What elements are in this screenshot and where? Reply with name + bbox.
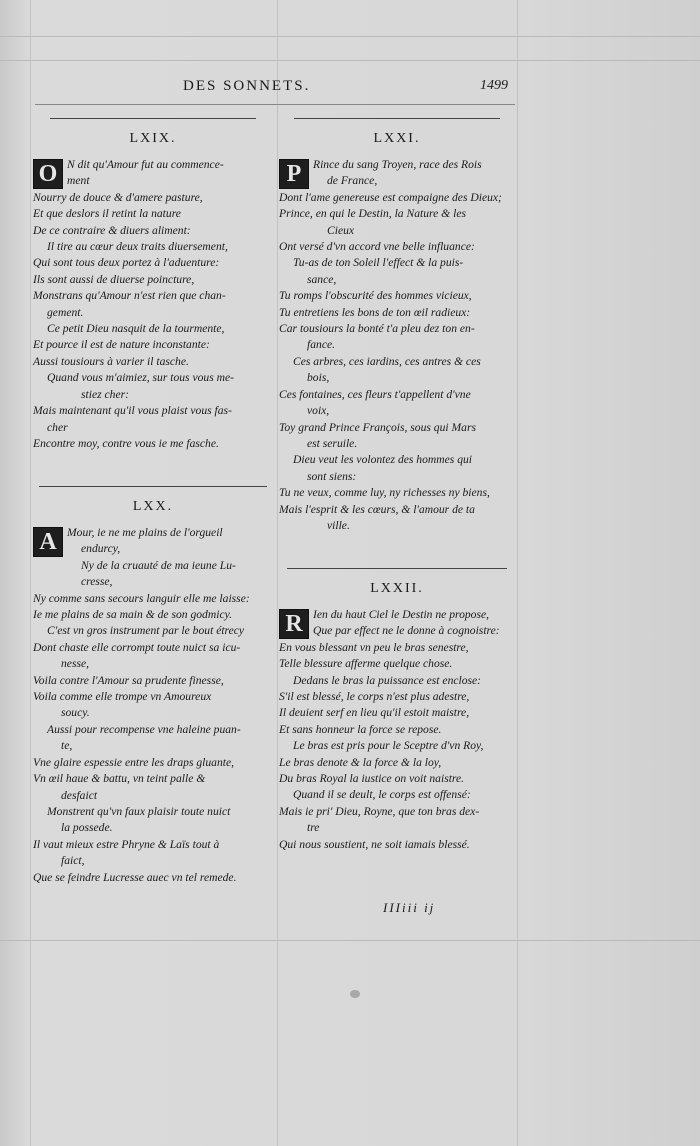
- dropcap: O: [33, 159, 63, 189]
- verse-line: Mais ie pri' Dieu, Royne, que ton bras dex-: [279, 804, 480, 818]
- verse-line: Ont versé d'vn accord vne belle influance:: [279, 240, 475, 254]
- verse-line: faict,: [61, 854, 85, 868]
- verse-line: Dieu veut les volontez des hommes qui: [293, 453, 473, 467]
- verse-line: Aussi pour recompense vne haleine puan-: [47, 722, 241, 736]
- verse-line: cresse,: [81, 575, 113, 589]
- verse-line: S'il est blessé, le corps n'est plus adestre,: [279, 690, 470, 704]
- verse-line: Nourry de douce & d'amere pasture,: [33, 190, 203, 204]
- verse-line: Telle blessure afferme quelque chose.: [279, 657, 453, 671]
- verse-line: desfaict: [61, 788, 98, 802]
- verse-line: Dont chaste elle corrompt toute nuict sa icu-: [33, 640, 241, 654]
- verse-line: fance.: [307, 338, 336, 352]
- verse-line: Quand il se deult, le corps est offensé:: [293, 788, 471, 802]
- section-rule: [50, 118, 256, 119]
- verse-line: Ny comme sans secours languir elle me laisse:: [33, 591, 250, 605]
- dropcap: P: [279, 159, 309, 189]
- dropcap: R: [279, 609, 309, 639]
- sonnet-title: LXXI.: [373, 131, 421, 146]
- verse-line: Ces arbres, ces iardins, ces antres & ces: [293, 354, 481, 368]
- verse-line: endurcy,: [81, 542, 121, 556]
- verse-line: Qui nous soustient, ne soit iamais blessé.: [279, 837, 470, 851]
- scan-band: [0, 36, 700, 37]
- verse-line: Rince du sang Troyen, race des Rois: [313, 158, 482, 171]
- verse-line: la possede.: [61, 821, 113, 835]
- verse-line: gement.: [47, 305, 84, 319]
- scan-vrule: [30, 0, 31, 1146]
- verse-line: bois,: [307, 371, 330, 385]
- verse-line: En vous blessant vn peu le bras senestre,: [279, 640, 469, 654]
- sonnet-title: LXX.: [132, 499, 174, 514]
- section-rule: [287, 568, 507, 569]
- verse-line: sont siens:: [307, 469, 357, 483]
- ink-smudge: [350, 990, 360, 998]
- verse-line: est seruile.: [307, 436, 358, 450]
- sonnet-71: [279, 118, 515, 534]
- verse-line: Ils sont aussi de diuerse poincture,: [33, 272, 195, 286]
- running-head: DES SONNETS.: [183, 78, 311, 94]
- sonnet-text: [33, 157, 273, 452]
- verse-line: sance,: [307, 272, 337, 286]
- verse-line: Cieux: [327, 223, 355, 237]
- verse-line: Que se feindre Lucresse auec vn tel remede.: [33, 870, 237, 884]
- verse-line: Ie me plains de sa main & de son godmicy.: [33, 608, 232, 622]
- scan-vrule: [277, 0, 278, 1146]
- verse-line: Encontre moy, contre vous ie me fasche.: [33, 436, 219, 450]
- scan-vrule: [517, 0, 518, 1146]
- section-rule: [39, 486, 267, 487]
- verse-line: De ce contraire & diuers aliment:: [33, 223, 191, 237]
- verse-line: Mour, ie ne me plains de l'orgueil: [67, 526, 223, 539]
- verse-line: Aussi tousiours à varier il tasche.: [33, 354, 189, 368]
- verse-line: Il vaut mieux estre Phryne & Laïs tout à: [33, 837, 220, 851]
- verse-line: Qui sont tous deux portez à l'aduenture:: [33, 256, 220, 270]
- verse-line: Monstrent qu'vn faux plaisir toute nuict: [47, 804, 231, 818]
- verse-line: Tu entretiens les bons de ton œil radieux:: [279, 305, 471, 319]
- sonnet-70: [33, 486, 273, 886]
- verse-line: Dedans le bras la puissance est enclose:: [293, 673, 482, 687]
- verse-line: Et que deslors il retint la nature: [33, 207, 181, 221]
- verse-line: Vn œil haue & battu, vn teint palle &: [33, 772, 206, 786]
- verse-line: voix,: [307, 404, 330, 418]
- verse-line: Tu romps l'obscurité des hommes vicieux,: [279, 289, 472, 303]
- header-rule: [35, 104, 515, 105]
- verse-line: Toy grand Prince François, sous qui Mars: [279, 420, 476, 434]
- verse-line: ville.: [327, 518, 350, 532]
- verse-line: Ny de la cruauté de ma ieune Lu-: [81, 558, 236, 572]
- verse-line: Et sans honneur la force se repose.: [279, 722, 442, 736]
- verse-line: Prince, en qui le Destin, la Nature & les: [279, 207, 466, 221]
- section-rule: [294, 118, 500, 119]
- sonnet-text: [279, 157, 515, 534]
- verse-line: Que par effect ne le donne à cognoistre:: [313, 624, 500, 638]
- dropcap: A: [33, 527, 63, 557]
- sonnet-72: [279, 568, 515, 853]
- verse-line: Du bras Royal la iustice on voit naistre.: [279, 772, 465, 786]
- verse-line: Dont l'ame genereuse est compaigne des Dieux;: [279, 190, 502, 204]
- verse-line: Il tire au cœur deux traits diuersement,: [47, 240, 228, 254]
- verse-line: Et pource il est de nature inconstante:: [33, 338, 210, 352]
- verse-line: Le bras est pris pour le Sceptre d'vn Roy,: [293, 739, 484, 753]
- verse-line: N dit qu'Amour fut au commence-: [67, 158, 224, 171]
- sonnet-text: [33, 525, 273, 886]
- verse-line: Voila contre l'Amour sa prudente finesse,: [33, 673, 224, 687]
- verse-line: C'est vn gros instrument par le bout étrecy: [47, 624, 245, 638]
- sonnet-title: LXXII.: [370, 581, 424, 596]
- verse-line: Mais maintenant qu'il vous plaist vous fas-: [33, 404, 232, 418]
- verse-line: Ien du haut Ciel le Destin ne propose,: [313, 608, 490, 621]
- verse-line: soucy.: [61, 706, 90, 720]
- verse-line: Le bras denote & la force & la loy,: [279, 755, 442, 769]
- verse-line: Vne glaire espessie entre les draps gluante,: [33, 755, 235, 769]
- verse-line: Ces fontaines, ces fleurs t'appellent d'vne: [279, 387, 471, 401]
- verse-line: Monstrans qu'Amour n'est rien que chan-: [33, 289, 226, 303]
- sonnet-69: [33, 118, 273, 452]
- verse-line: te,: [61, 739, 73, 753]
- verse-line: Car tousiours la bonté t'a pleu dez ton en-: [279, 322, 475, 336]
- sonnet-text: [279, 607, 515, 853]
- verse-line: nesse,: [61, 657, 90, 671]
- verse-line: ment: [67, 174, 90, 188]
- verse-line: Quand vous m'aimiez, sur tous vous me-: [47, 371, 235, 385]
- verse-line: Ce petit Dieu nasquit de la tourmente,: [47, 322, 225, 336]
- verse-line: Tu-as de ton Soleil l'effect & la puis-: [293, 256, 464, 270]
- page-number: 1499: [480, 78, 508, 93]
- verse-line: cher: [47, 420, 68, 434]
- verse-line: tre: [307, 821, 320, 835]
- scan-band: [0, 60, 700, 61]
- verse-line: Voila comme elle trompe vn Amoureux: [33, 690, 212, 704]
- signature-mark: IIIiii ij: [383, 900, 436, 915]
- verse-line: de France,: [327, 174, 378, 188]
- sonnet-title: LXIX.: [129, 131, 177, 146]
- verse-line: Mais l'esprit & les cœurs, & l'amour de ta: [279, 502, 475, 516]
- scan-band: [0, 940, 700, 941]
- verse-line: stiez cher:: [81, 387, 129, 401]
- verse-line: Il deuient serf en lieu qu'il estoit maistre,: [279, 706, 470, 720]
- verse-line: Tu ne veux, comme luy, ny richesses ny biens,: [279, 486, 490, 500]
